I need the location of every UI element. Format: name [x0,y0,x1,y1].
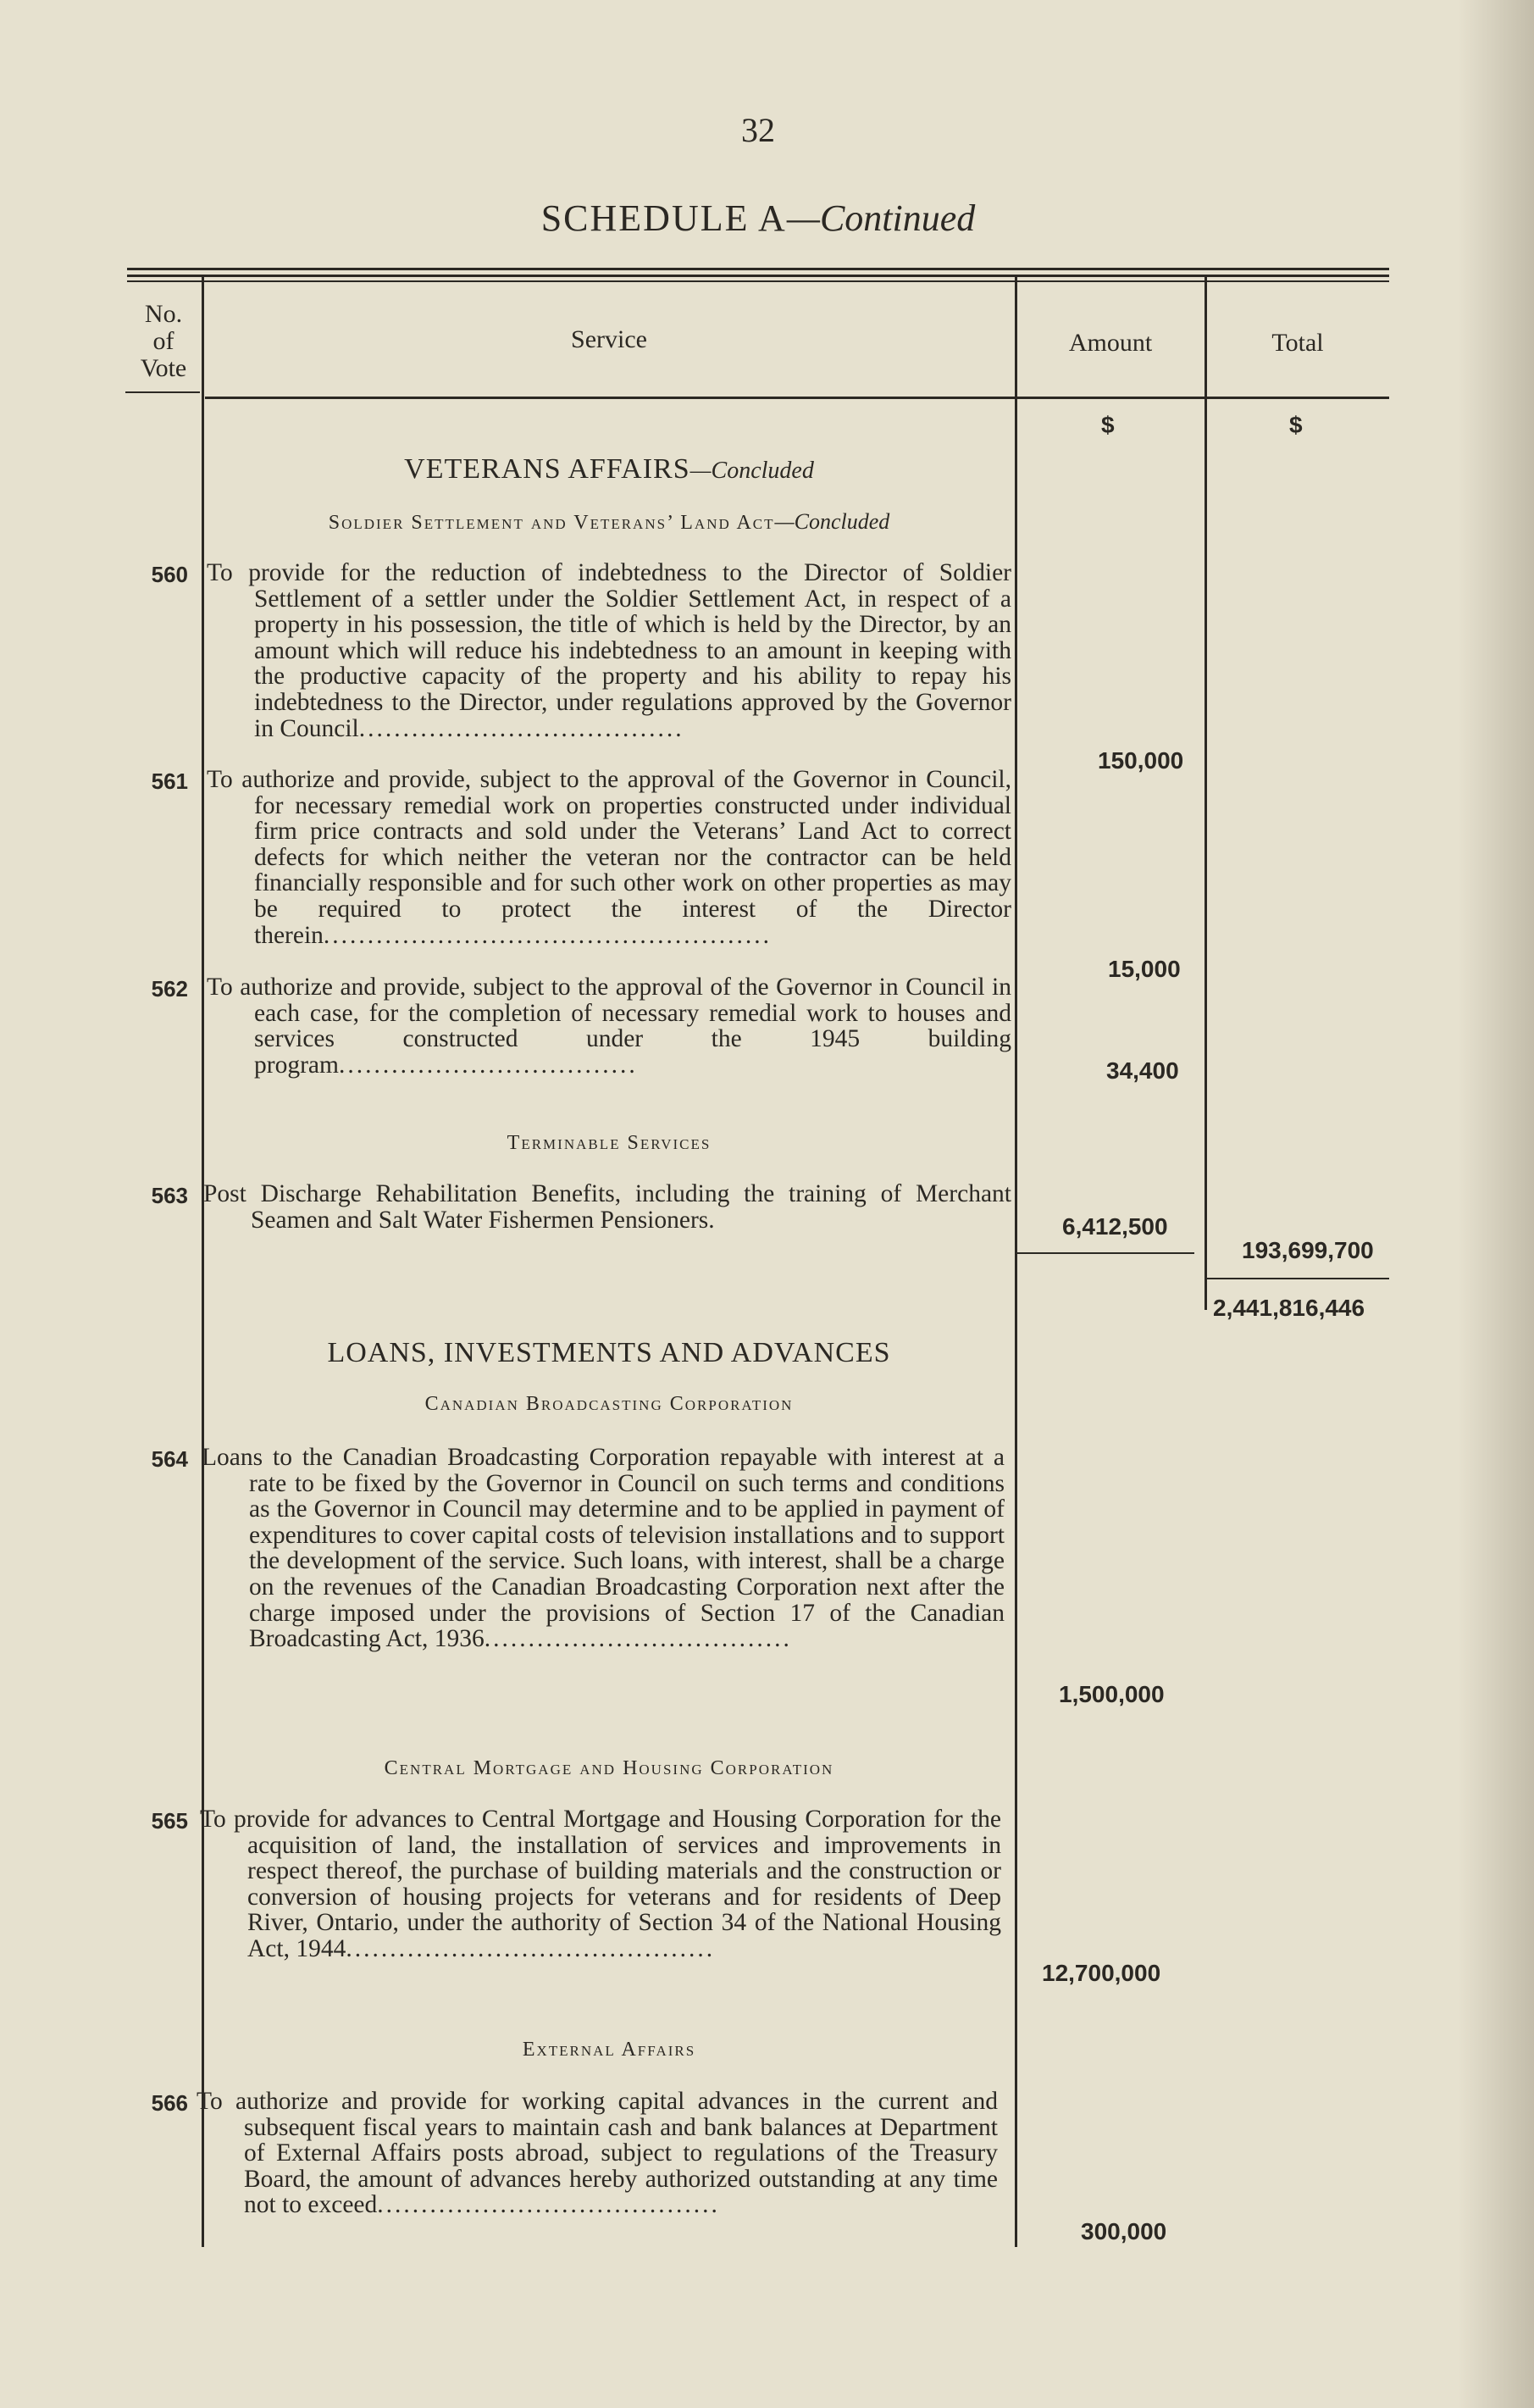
column-divider-service [1015,276,1017,2247]
service-text-560 [207,560,1011,741]
service-text-564-body: Loans to the Canadian Broadcasting Corporation repayable with interest at a rate to be fixed by the Governor in Council on such terms and conditions as the Governor in Council may determine and to be applied in payment of expenditures to cover capital costs of television installations and to support the development of the service. Such loans, with interest, shall be a charge on the revenues of the Canadian Broadcasting Corporation next after the charge imposed under the provisions of Section 17 of the Canadian Broadcasting Act, 1936 [202,1444,1005,1653]
amount-560: 150,000 [1098,747,1184,774]
amount-unit: $ [1101,412,1115,438]
subsection-soldier-settlement [203,509,1015,535]
total-unit: $ [1289,412,1303,438]
amount-total-rule [1015,1252,1194,1254]
subsection-canadian-broadcasting: Canadian Broadcasting Corporation [424,1393,794,1415]
leader-dots: .......................................... [346,1934,716,1962]
vote-number-562: 562 [151,976,188,1001]
vote-number-560: 560 [151,562,188,587]
service-text-562-body: To authorize and provide, subject to the approval of the Governor in Council in each case, for the completion of necessary remedial work to houses and services constructed under the 1945 building program [207,974,1011,1079]
leader-dots: ................................................... [323,921,773,949]
header-service: Service [571,325,647,353]
service-text-563-body: Post Discharge Rehabilitation Benefits, including the training of Merchant Seamen and Salt Water Fishermen Pensioners. [203,1180,1011,1234]
schedule-title [0,197,1516,240]
amount-562: 34,400 [1106,1057,1179,1084]
page-edge-shadow [1458,0,1534,2408]
service-text-566 [197,2089,998,2218]
subsection-soldier-settlement-title: Soldier Settlement and Veterans’ Land Act [328,512,775,534]
service-text-566-body: To authorize and provide for working capital advances in the current and subsequent fiscal years to maintain cash and bank balances at Department of External Affairs posts abroad, subject to regulations of the Treasury Board, the amount of advances hereby authorized outstanding at any time not to exceed [197,2088,998,2219]
subsection-soldier-settlement-cont: —Concluded [774,509,890,534]
column-divider-amount [1204,276,1207,1310]
leader-dots: .................................. [338,1051,638,1079]
service-text-561-body: To authorize and provide, subject to the approval of the Governor in Council, for necessary remedial work on properties constructed under individual firm price contracts and sold under the Veterans’ Land Act to correct defects for which neither the veteran nor the contractor can be held financially responsible and for such other work on other properties as may be required to protect the interest of the Director therein [207,766,1011,949]
grand-total: 2,441,816,446 [1213,1295,1365,1321]
header-vote-number [125,301,202,382]
page-number: 32 [741,111,775,149]
vote-number-565: 565 [151,1808,188,1834]
section-veterans-title: VETERANS AFFAIRS [404,453,690,485]
leader-dots: ....................................... [377,2191,720,2219]
subsection-external-affairs: External Affairs [522,2039,696,2061]
schedule-title-continued: —Continued [786,197,976,239]
vote-number-566: 566 [151,2090,188,2116]
section-loans-investments-advances: LOANS, INVESTMENTS AND ADVANCES [327,1337,891,1368]
service-text-561 [207,767,1011,948]
service-text-565-body: To provide for advances to Central Mortgage and Housing Corporation for the acquisition of land, the installation of services and improvements in respect thereof, the purchase of building materials and the construction or conversion of housing projects for veterans and for residents of Deep River, Ontario, under the authority of Section 34 of the National Housing Act, 1944 [200,1806,1001,1962]
veterans-affairs-total: 193,699,700 [1242,1237,1374,1263]
vote-number-563: 563 [151,1183,188,1208]
header-total: Total [1271,329,1324,357]
subsection-terminable-services: Terminable Services [507,1132,712,1154]
leader-dots: ................................... [484,1625,792,1653]
top-rule-2 [127,275,1389,277]
amount-563: 6,412,500 [1062,1213,1168,1240]
service-text-560-body: To provide for the reduction of indebtedness to the Director of Soldier Settlement of a settler under the Soldier Settlement Act, in respect of a property in his possession, the title of which is held by the Director, by an amount which will reduce his indebtedness to an amount in keeping with the productive capacity of the property and his ability to repay his indebtedness to the Director, under regulations approved by the Governor in Council [207,559,1011,742]
grand-total-rule [1206,1278,1389,1279]
header-vote-vote: Vote [140,354,187,382]
header-amount: Amount [1068,329,1153,357]
section-veterans-affairs [203,453,1015,485]
service-text-565 [200,1806,1001,1962]
vote-number-564: 564 [151,1446,188,1472]
amount-565: 12,700,000 [1042,1960,1161,1986]
top-rule-1 [127,268,1389,270]
header-rule-vote [125,391,200,393]
amount-561: 15,000 [1108,956,1181,982]
subsection-central-mortgage-housing: Central Mortgage and Housing Corporation [384,1757,834,1779]
header-vote-no: No. [144,300,183,328]
vote-number-561: 561 [151,768,188,794]
schedule-title-main: SCHEDULE A [540,197,787,239]
service-text-564 [202,1445,1005,1652]
header-vote-of: of [152,327,174,355]
header-rule-main [205,397,1389,399]
amount-566: 300,000 [1081,2218,1167,2244]
section-veterans-cont: —Concluded [689,458,814,484]
amount-564: 1,500,000 [1059,1681,1165,1707]
service-text-562 [207,974,1011,1078]
service-text-563 [203,1181,1011,1233]
leader-dots: ..................................... [358,714,684,742]
top-rule-3 [127,280,1389,282]
